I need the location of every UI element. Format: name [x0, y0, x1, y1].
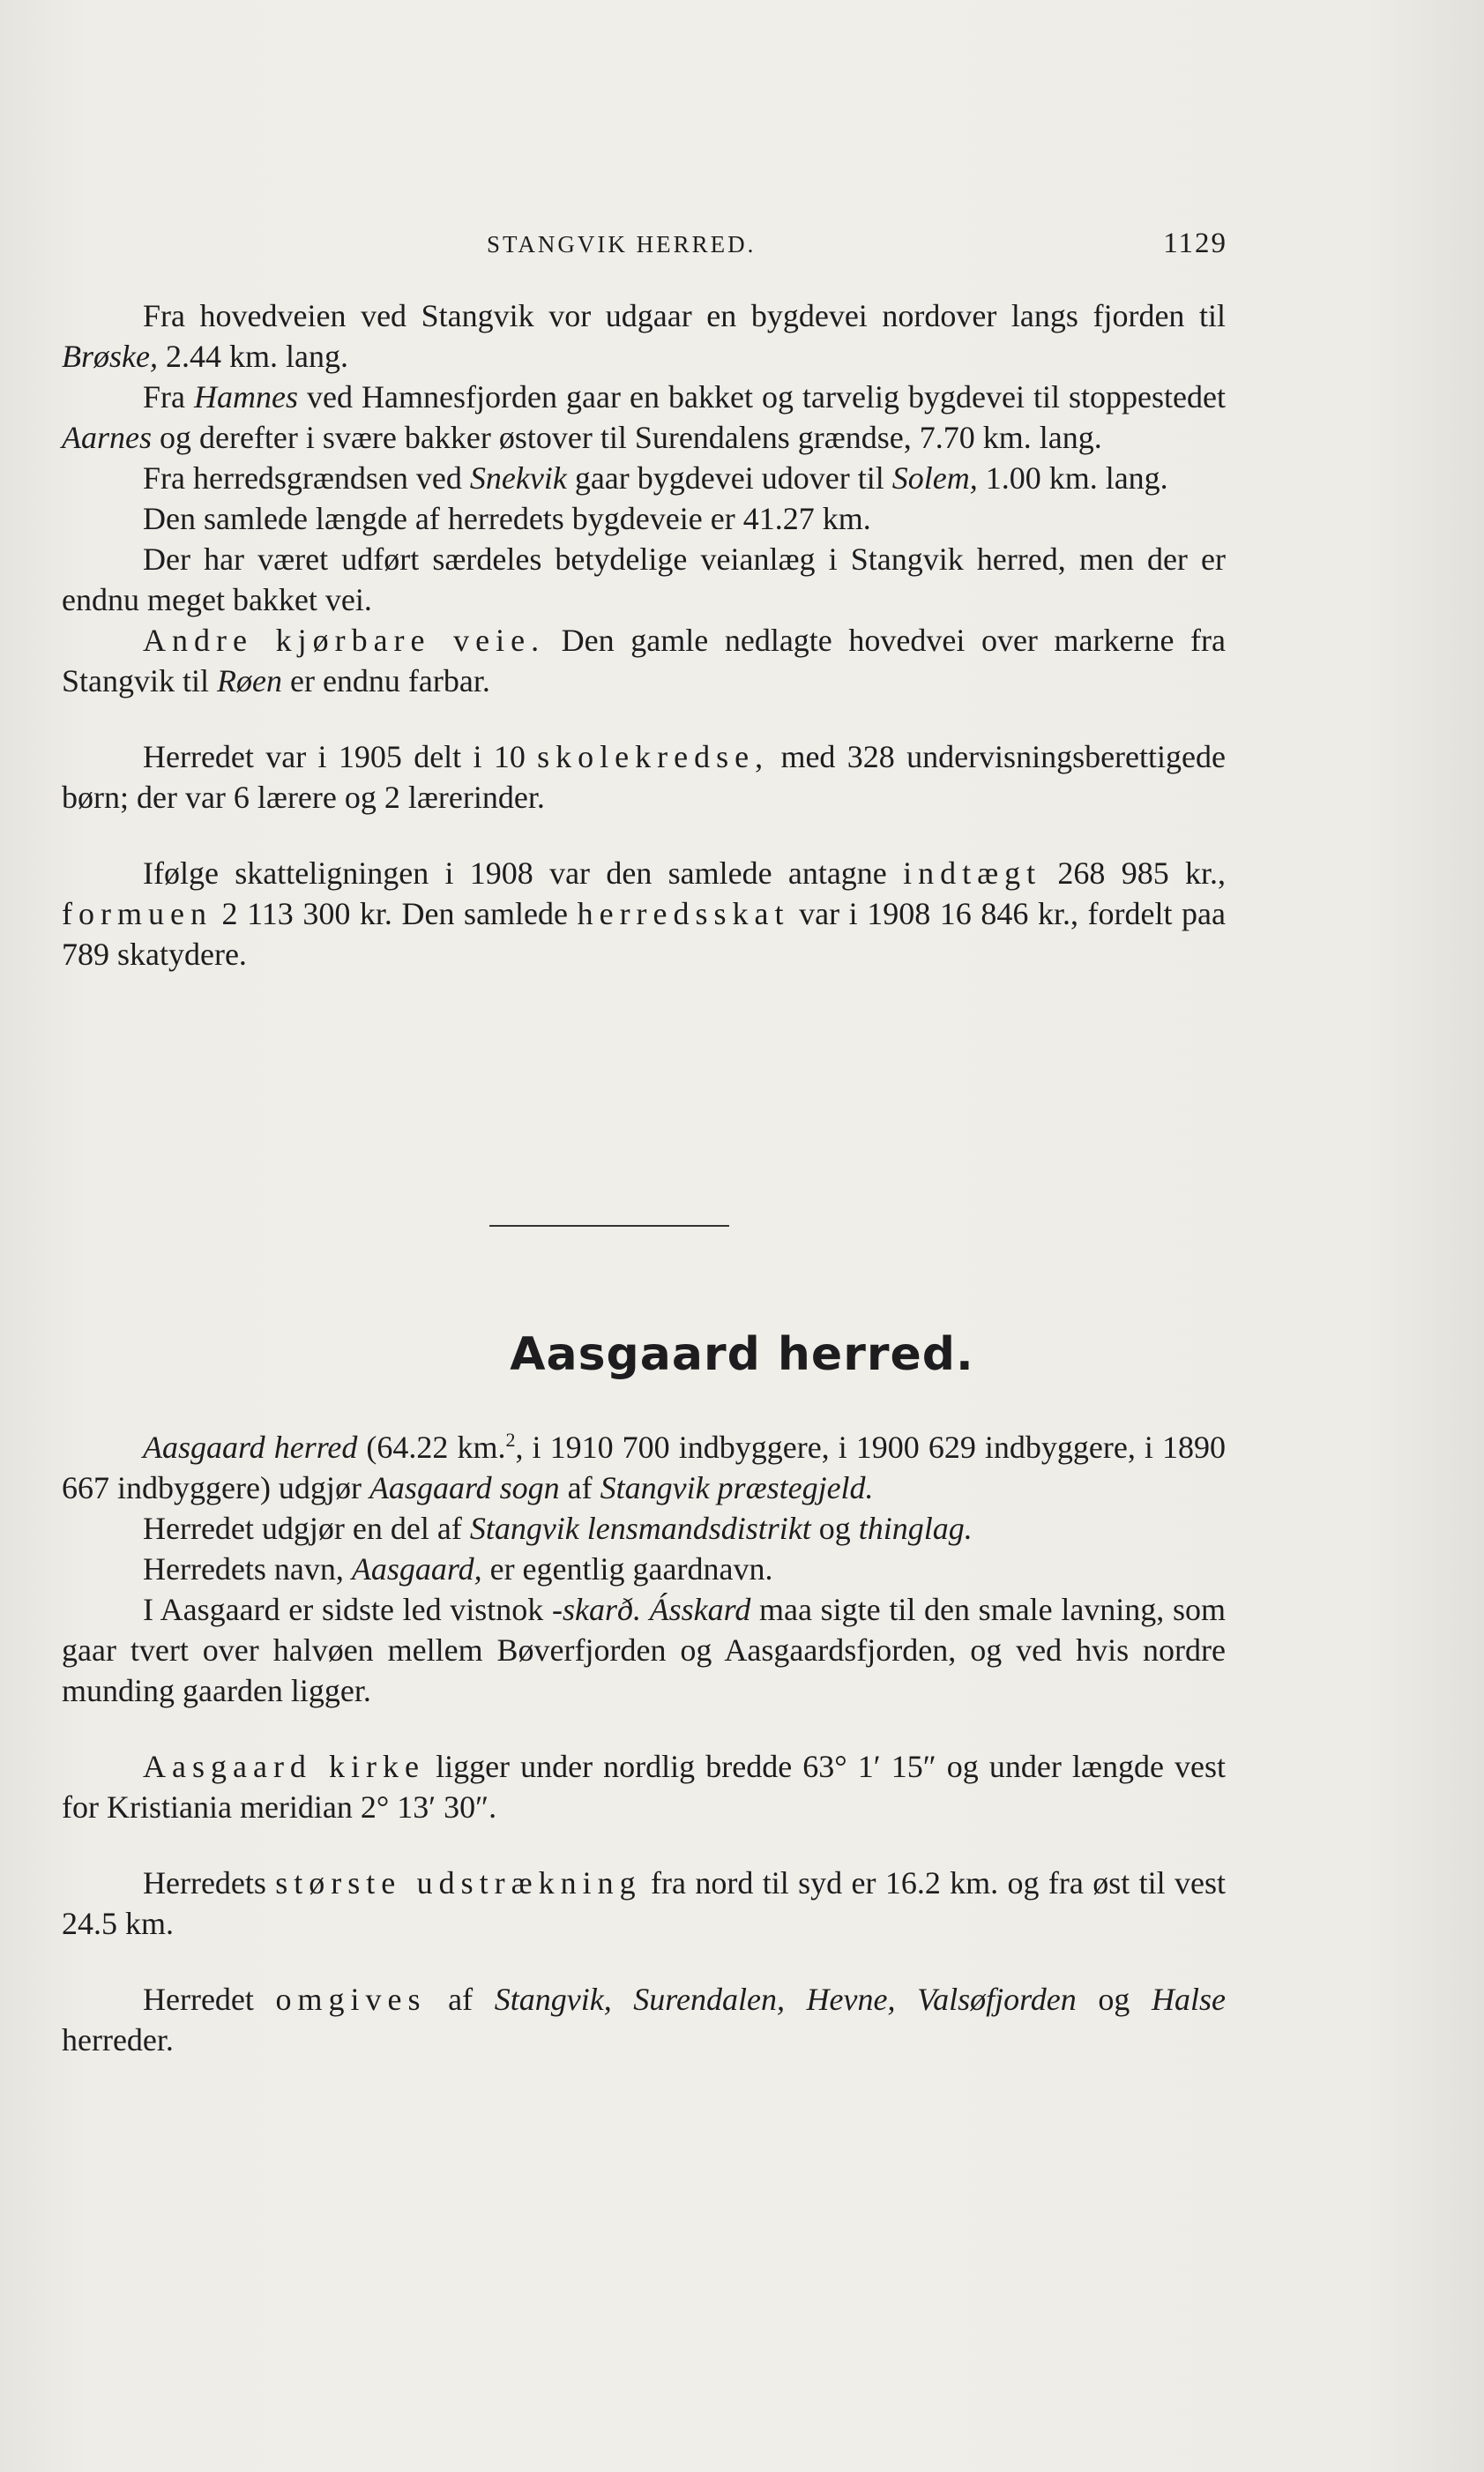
- paragraph-road-works: Der har været udført særdeles betydelige veianlæg i Stangvik herred, men der er endnu meget bakket vei.: [62, 541, 1226, 617]
- paragraph-church-location: Aasgaard kirke ligger under nordlig bredde 63° 1′ 15″ og under længde vest for Kristiania meridian 2° 13′ 30″.: [62, 1749, 1226, 1825]
- page-header: [62, 228, 1226, 263]
- paragraph-name: Herredets navn, Aasgaard, er egentlig gaardnavn.: [143, 1551, 773, 1587]
- paragraph-borders: Herredet omgives af Stangvik, Surendalen, Hevne, Valsøfjorden og Halse herreder.: [62, 1982, 1227, 2058]
- paragraph-schools: Herredet var i 1905 delt i 10 skolekredse, med 328 undervisningsberettigede børn; der var 6 lærere og 2 lærerinder.: [62, 739, 1226, 815]
- paragraph-road-broske: Fra hovedveien ved Stangvik vor udgaar en bygdevei nordover langs fjorden til Brøske, 2.44 km. lang.: [62, 298, 1226, 374]
- paragraph-extent: Herredets største udstrækning fra nord til syd er 16.2 km. og fra øst til vest 24.5 km.: [62, 1865, 1226, 1941]
- paragraph-other-roads: Andre kjørbare veie. Den gamle nedlagte hovedvei over markerne fra Stangvik til Røen er endnu farbar.: [62, 623, 1227, 698]
- page-number: 1129: [1163, 228, 1227, 259]
- top-section: [62, 295, 1226, 975]
- paragraph-road-snekvik: Fra herredsgrændsen ved Snekvik gaar bygdevei udover til Solem, 1.00 km. lang.: [143, 460, 1168, 496]
- bottom-section: [62, 1427, 1226, 2060]
- running-title: STANGVIK HERRED.: [487, 231, 757, 258]
- paragraph-district: Herredet udgjør en del af Stangvik lensmandsdistrikt og thinglag.: [143, 1511, 973, 1546]
- paragraph-etymology: I Aasgaard er sidste led vistnok -skarð. Ásskard maa sigte til den smale lavning, som gaar tvert over halvøen mellem Bøverfjorden og Aasgaardsfjorden, og ved hvis nordre munding gaarden ligger.: [62, 1592, 1227, 1708]
- paragraph-road-hamnes: Fra Hamnes ved Hamnesfjorden gaar en bakket og tarvelig bygdevei til stoppestedet Aarnes og derefter i svære bakker østover til Surendalens grændse, 7.70 km. lang.: [62, 379, 1226, 455]
- paragraph-road-total: Den samlede længde af herredets bygdeveie er 41.27 km.: [143, 501, 871, 536]
- section-divider: [489, 1225, 729, 1227]
- section-title: Aasgaard herred.: [510, 1328, 974, 1381]
- paragraph-taxes: Ifølge skatteligningen i 1908 var den samlede antagne indtægt 268 985 kr., formuen 2 113 300 kr. Den samlede herredsskat var i 1908 16 846 kr., fordelt paa 789 skatydere.: [62, 855, 1227, 972]
- paragraph-aasgaard-intro: Aasgaard herred (64.22 km.$^2$, i 1910 700 indbyggere, i 1900 629 indbyggere, i 1890 667 indbyggere) udgjør Aasgaard sogn af Stangvik præstegjeld.: [62, 1429, 1226, 1505]
